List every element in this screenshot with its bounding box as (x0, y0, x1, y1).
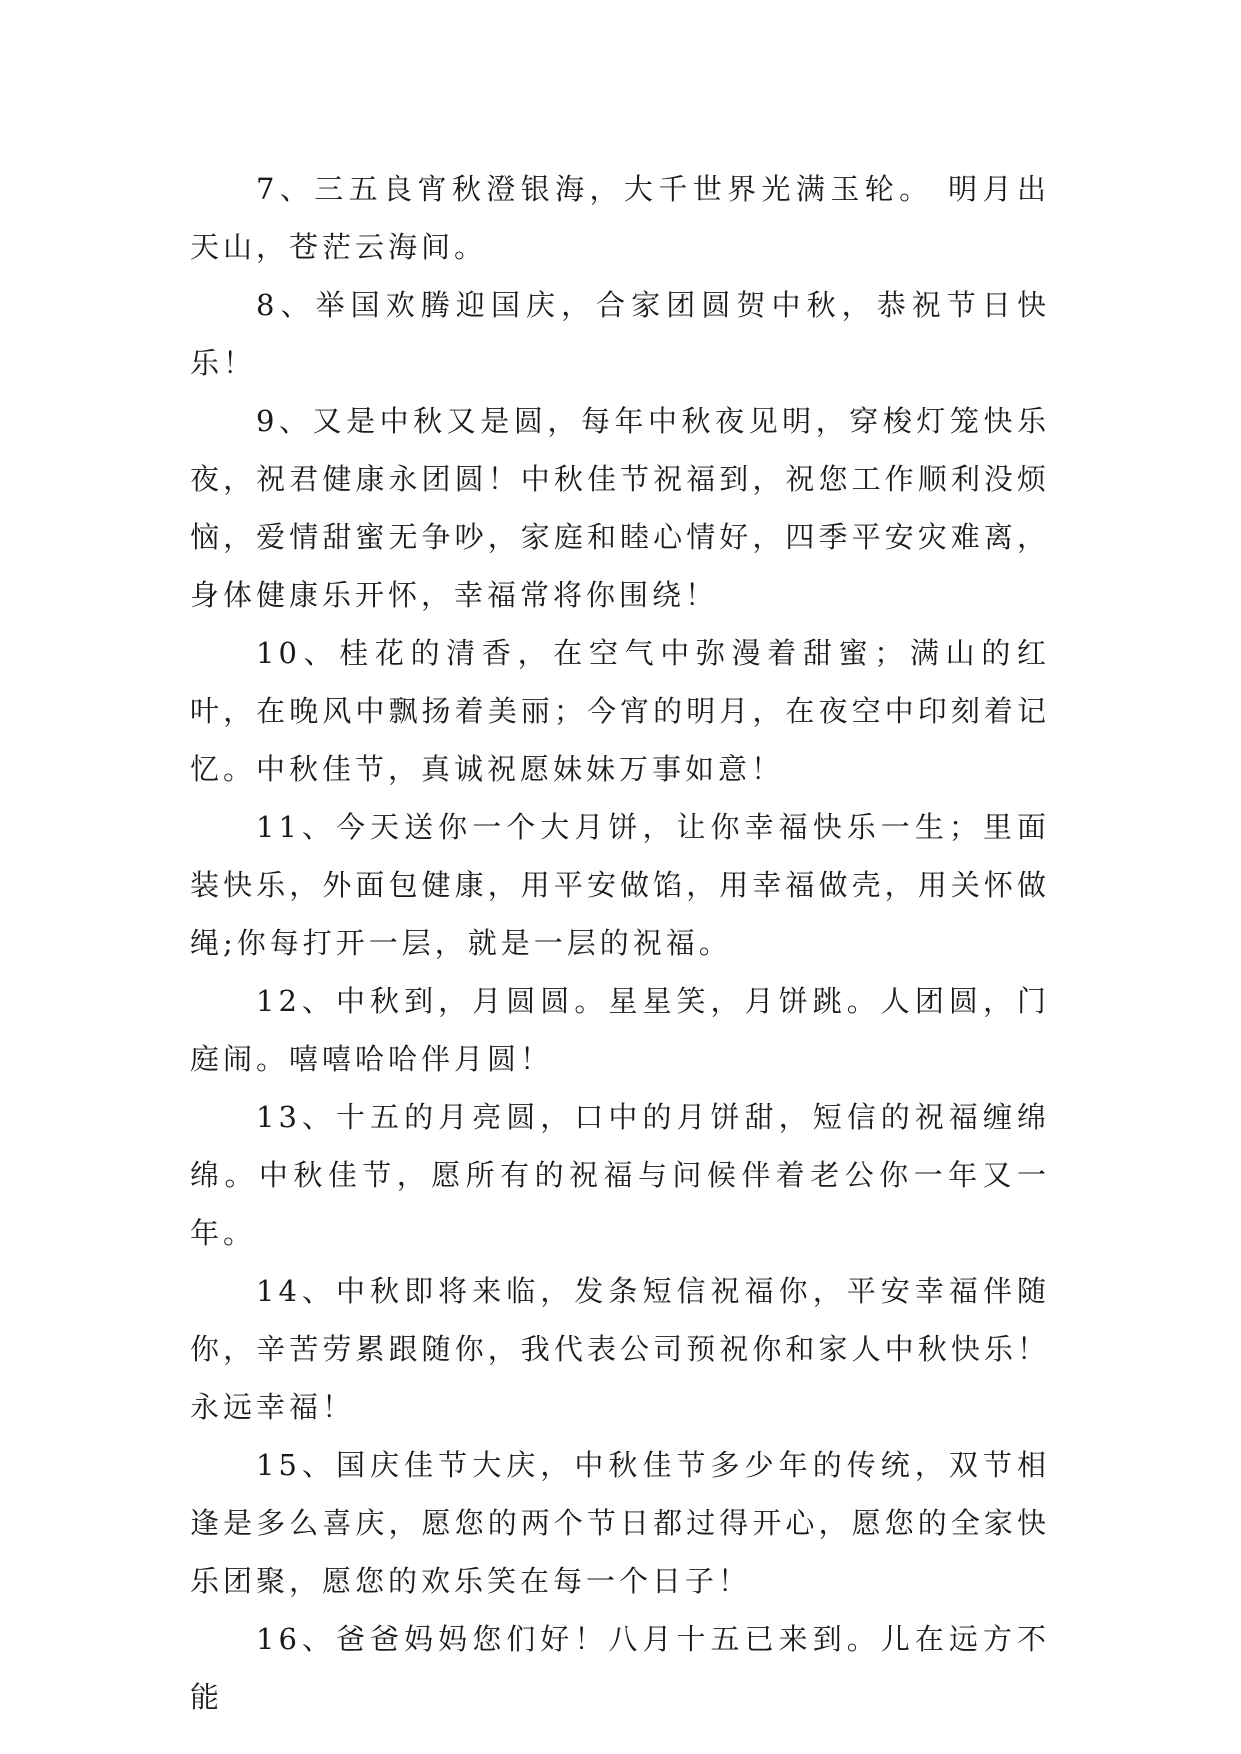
paragraph-8: 8、举国欢腾迎国庆，合家团圆贺中秋，恭祝节日快乐！ (190, 288, 1050, 380)
paragraph-13: 13、十五的月亮圆，口中的月饼甜，短信的祝福缠绵绵。中秋佳节，愿所有的祝福与问候伴着老公你一年又一年。 (190, 1100, 1050, 1250)
paragraph-7: 7、三五良宵秋澄银海，大千世界光满玉轮。 明月出天山，苍茫云海间。 (190, 172, 1050, 264)
paragraph-9: 9、又是中秋又是圆，每年中秋夜见明，穿梭灯笼快乐夜，祝君健康永团圆！中秋佳节祝福到，祝您工作顺利没烦恼，爱情甜蜜无争吵，家庭和睦心情好，四季平安灾难离，身体健康乐开怀，幸福常将你围绕！ (190, 404, 1050, 612)
paragraph-16: 16、爸爸妈妈您们好！八月十五已来到。儿在远方不能 (190, 1622, 1050, 1714)
paragraph-10: 10、桂花的清香，在空气中弥漫着甜蜜；满山的红叶，在晚风中飘扬着美丽；今宵的明月，在夜空中印刻着记忆。中秋佳节，真诚祝愿妹妹万事如意！ (190, 636, 1050, 786)
paragraph-11: 11、今天送你一个大月饼，让你幸福快乐一生；里面装快乐，外面包健康，用平安做馅，用幸福做壳，用关怀做绳;你每打开一层，就是一层的祝福。 (190, 810, 1050, 960)
paragraph-15: 15、国庆佳节大庆，中秋佳节多少年的传统，双节相逢是多么喜庆，愿您的两个节日都过得开心，愿您的全家快乐团聚，愿您的欢乐笑在每一个日子！ (190, 1448, 1050, 1598)
paragraph-12: 12、中秋到，月圆圆。星星笑，月饼跳。人团圆，门庭闹。嘻嘻哈哈伴月圆！ (190, 984, 1050, 1076)
document-body (190, 160, 1050, 1726)
paragraph-14: 14、中秋即将来临，发条短信祝福你，平安幸福伴随你，辛苦劳累跟随你，我代表公司预祝你和家人中秋快乐！永远幸福！ (190, 1274, 1050, 1424)
